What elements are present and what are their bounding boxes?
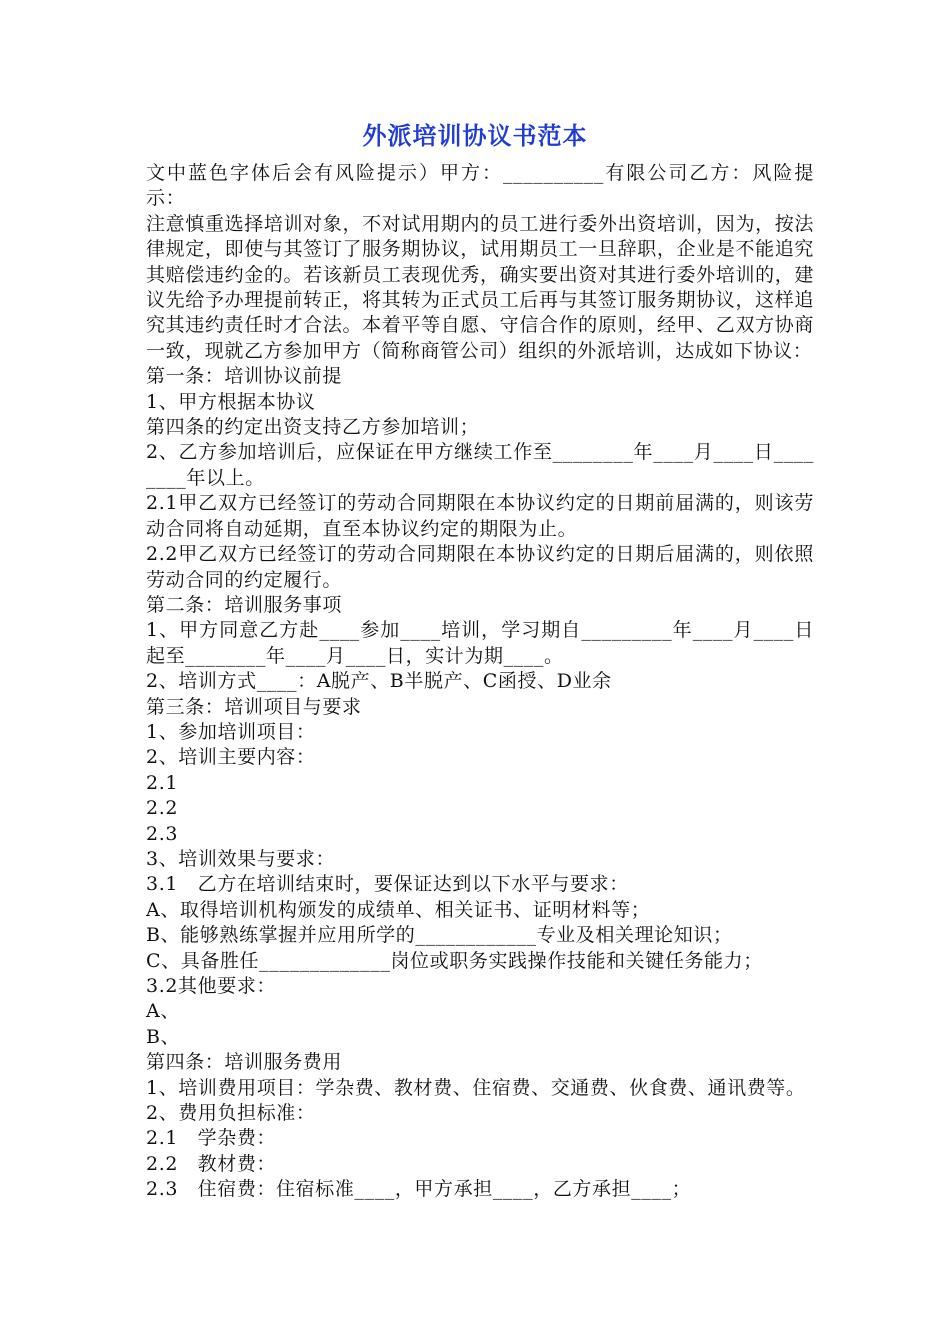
paragraph: 2.3 <box>146 822 179 845</box>
paragraph: 3、培训效果与要求： <box>146 847 336 870</box>
paragraph: 2.2 <box>146 797 179 820</box>
paragraph: B、能够熟练掌握并应用所学的____________专业及相关理论知识； <box>146 924 733 947</box>
paragraph: 2.3 住宿费：住宿标准____，甲方承担____，乙方承担____； <box>146 1178 692 1201</box>
section-heading: 第三条：培训项目与要求 <box>146 695 362 718</box>
paragraph: 2、乙方参加培训后，应保证在甲方继续工作至________年____月____日________年以上。 <box>146 441 814 489</box>
section-heading: 第二条：培训服务事项 <box>146 593 343 616</box>
paragraph: 2.2 教材费： <box>146 1152 277 1175</box>
paragraph: 2.1甲乙双方已经签订的劳动合同期限在本协议约定的日期前届满的，则该劳动合同将自动延期，直至本协议约定的期限为止。 <box>146 492 814 540</box>
paragraph: 2、培训方式____：A脱产、B半脱产、C函授、D业余 <box>146 670 612 693</box>
document-body <box>146 161 814 1203</box>
paragraph: 第四条的约定出资支持乙方参加培训； <box>146 416 480 439</box>
paragraph: A、 <box>146 1000 180 1023</box>
section-heading: 第一条：培训协议前提 <box>146 365 343 388</box>
paragraph: 3.2其他要求： <box>146 975 277 997</box>
paragraph: 1、参加培训项目： <box>146 720 316 743</box>
paragraph: 2、费用负担标准： <box>146 1102 316 1125</box>
paragraph: 3.1 乙方在培训结束时，要保证达到以下水平与要求： <box>146 873 629 896</box>
paragraph: B、 <box>146 1025 181 1048</box>
paragraph: C、具备胜任_____________岗位或职务实践操作技能和关键任务能力； <box>146 949 763 972</box>
paragraph: 注意慎重选择培训对象，不对试用期内的员工进行委外出资培训，因为，按法律规定，即使与其签订了服务期协议，试用期员工一旦辞职，企业是不能追究其赔偿违约金的。若该新员工表现优秀，确实要出资对其进行委外培训的，建议先给予办理提前转正，将其转为正式员工后再与其签订服务期协议，这样追究其违约责任时才合法。本着平等自愿、守信合作的原则，经甲、乙双方协商一致，现就乙方参加甲方（简称商管公司）组织的外派培训，达成如下协议： <box>146 212 814 362</box>
paragraph: 2.2甲乙双方已经签订的劳动合同期限在本协议约定的日期后届满的，则依照劳动合同的约定履行。 <box>146 543 814 591</box>
section-heading: 第四条：培训服务费用 <box>146 1051 343 1074</box>
paragraph: 1、培训费用项目：学杂费、教材费、住宿费、交通费、伙食费、通讯费等。 <box>146 1076 806 1099</box>
paragraph: 1、甲方根据本协议 <box>146 390 316 413</box>
paragraph: 2.1 学杂费： <box>146 1127 277 1150</box>
paragraph: A、取得培训机构颁发的成绩单、相关证书、证明材料等； <box>146 898 651 921</box>
paragraph: 2、培训主要内容： <box>146 746 316 769</box>
paragraph: 文中蓝色字体后会有风险提示）甲方：__________有限公司乙方：风险提示： <box>146 162 814 210</box>
paragraph: 1、甲方同意乙方赴____参加____培训，学习期自_________年____月____日起至________年____月____日，实计为期____。 <box>146 619 814 667</box>
document-title: 外派培训协议书范本 <box>362 122 588 150</box>
paragraph: 2.1 <box>146 771 179 794</box>
